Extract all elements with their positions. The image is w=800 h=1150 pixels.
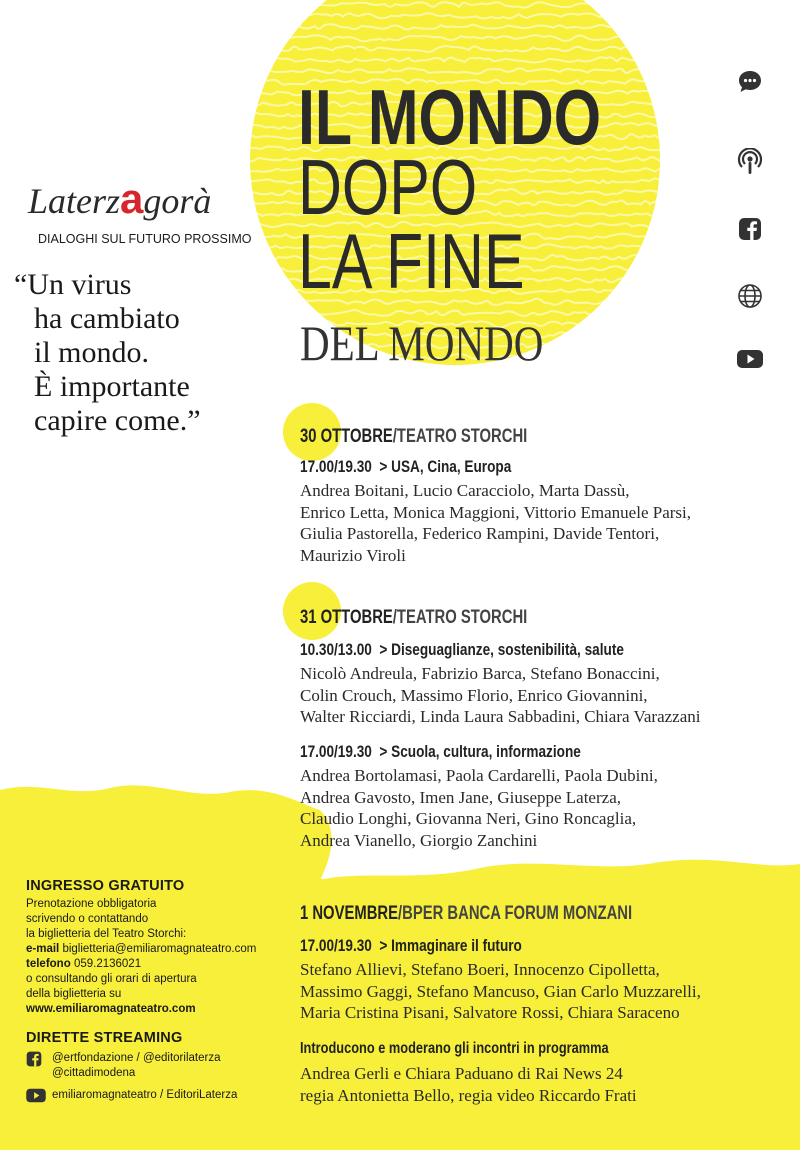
moderators-text	[300, 1063, 770, 1106]
event-date: 1 NOVEMBRE	[300, 903, 398, 924]
session-heading	[300, 936, 522, 956]
quote-line: capire come.”	[34, 404, 201, 437]
session-speakers	[300, 765, 770, 851]
admission-line: della biglietteria su	[26, 988, 122, 1000]
event-date: 30 OTTOBRE	[300, 426, 393, 447]
title-line-2: DOPO	[298, 143, 478, 231]
streaming-heading: DIRETTE STREAMING	[26, 1030, 183, 1046]
texture-stroke	[250, 57, 660, 63]
admission-line: la biglietteria del Teatro Storchi:	[26, 928, 187, 940]
facebook-icon[interactable]	[736, 215, 764, 243]
admission-line: scrivendo o contattando	[26, 913, 149, 925]
speakers-line: Walter Ricciardi, Linda Laura Sabbadini, Chiara Varazzani	[300, 707, 701, 726]
brand-tagline: DIALOGHI SUL FUTURO PROSSIMO	[38, 232, 252, 246]
facebook-handles[interactable]: @cittadimodena	[52, 1067, 136, 1079]
quote-line: ha cambiato	[34, 302, 180, 335]
session-time: 17.00/19.30	[300, 457, 372, 476]
youtube-channels[interactable]: emiliaromagnateatro / EditoriLaterza	[52, 1089, 238, 1101]
event-heading	[300, 903, 632, 925]
email-link[interactable]: biglietteria@emiliaromagnateatro.com	[62, 943, 257, 955]
texture-stroke	[250, 46, 660, 53]
brand-name-part2: gorà	[143, 181, 212, 221]
event-venue: /BPER BANCA FORUM MONZANI	[397, 903, 633, 924]
event-heading	[300, 426, 527, 448]
brand-name-part1: Laterz	[28, 181, 121, 221]
texture-stroke	[250, 35, 660, 41]
speakers-line: Maurizio Viroli	[300, 545, 406, 565]
session-time: 17.00/19.30	[300, 936, 372, 955]
phone-label: telefono	[26, 958, 71, 970]
chat-icon[interactable]	[736, 68, 764, 96]
speakers-line: Giulia Pastorella, Federico Rampini, Davide Tentori,	[300, 524, 660, 543]
speakers-line: Nicolò Andreula, Fabrizio Barca, Stefano Bonaccini,	[300, 664, 660, 683]
speakers-line: Colin Crouch, Massimo Florio, Enrico Giovannini,	[300, 685, 648, 705]
event-date: 31 OTTOBRE	[300, 607, 393, 628]
quote-line: “Un virus	[14, 268, 132, 301]
brand-logo	[28, 175, 211, 223]
admission-line: o consultando gli orari di apertura	[26, 973, 197, 985]
event-venue: /TEATRO STORCHI	[392, 607, 528, 628]
brand-name-a: a	[120, 175, 144, 222]
email-label: e-mail	[26, 943, 60, 955]
speakers-line: Enrico Letta, Monica Maggioni, Vittorio Emanuele Parsi,	[300, 502, 691, 522]
streaming-facebook	[52, 1051, 220, 1081]
quote	[14, 268, 201, 438]
youtube-icon[interactable]	[736, 345, 764, 373]
session-speakers	[300, 959, 770, 1024]
session-time: 17.00/19.30	[300, 742, 372, 761]
session-topic: > USA, Cina, Europa	[379, 457, 512, 476]
speakers-line: Andrea Gavosto, Imen Jane, Giuseppe Laterza,	[300, 787, 621, 807]
session-speakers	[300, 663, 770, 728]
moderators-heading: Introducono e moderano gli incontri in programma	[300, 1040, 609, 1057]
speakers-line: Stefano Allievi, Stefano Boeri, Innocenzo Cipolletta,	[300, 960, 660, 979]
moderators-line: Andrea Gerli e Chiara Paduano di Rai News 24	[300, 1064, 623, 1083]
speakers-line: Andrea Boitani, Lucio Caracciolo, Marta Dassù,	[300, 481, 630, 500]
session-topic: > Immaginare il futuro	[379, 936, 522, 955]
texture-stroke	[250, 24, 660, 30]
admission-line: Prenotazione obbligatoria	[26, 898, 157, 910]
session-heading	[300, 742, 581, 762]
website-link[interactable]: www.emiliaromagnateatro.com	[26, 1003, 196, 1015]
speakers-line: Massimo Gaggi, Stefano Mancuso, Gian Carlo Muzzarelli,	[300, 981, 701, 1001]
session-heading	[300, 640, 624, 660]
streaming-youtube-icon	[26, 1088, 46, 1108]
title-line-3: LA FINE	[298, 217, 525, 305]
moderators-line: regia Antonietta Bello, regia video Riccardo Frati	[300, 1085, 637, 1105]
session-heading	[300, 457, 511, 477]
session-speakers	[300, 480, 770, 566]
session-topic: > Scuola, cultura, informazione	[379, 742, 581, 761]
session-topic: > Diseguaglianze, sostenibilità, salute	[379, 640, 624, 659]
speakers-line: Andrea Vianello, Giorgio Zanchini	[300, 830, 538, 850]
globe-icon[interactable]	[736, 282, 764, 310]
speakers-line: Maria Cristina Pisani, Salvatore Rossi, Chiara Saraceno	[300, 1003, 680, 1022]
event-heading	[300, 607, 527, 629]
admission-heading: INGRESSO GRATUITO	[26, 878, 185, 894]
event-venue: /TEATRO STORCHI	[392, 426, 528, 447]
quote-line: il mondo.	[34, 336, 150, 369]
quote-line: È importante	[34, 370, 190, 403]
facebook-handles[interactable]: @ertfondazione / @editorilaterza	[52, 1052, 221, 1064]
texture-stroke	[250, 2, 660, 8]
admission-info	[26, 897, 291, 1017]
title-line-1: IL MONDO	[298, 73, 602, 161]
podcast-icon[interactable]	[736, 148, 764, 176]
streaming-facebook-icon	[26, 1051, 42, 1072]
texture-stroke	[250, 13, 660, 19]
speakers-line: Claudio Longhi, Giovanna Neri, Gino Roncaglia,	[300, 809, 637, 828]
title-line-4: DEL MONDO	[300, 315, 544, 371]
session-time: 10.30/13.00	[300, 640, 372, 659]
speakers-line: Andrea Bortolamasi, Paola Cardarelli, Paola Dubini,	[300, 766, 658, 785]
phone-number[interactable]: 059.2136021	[73, 958, 142, 970]
